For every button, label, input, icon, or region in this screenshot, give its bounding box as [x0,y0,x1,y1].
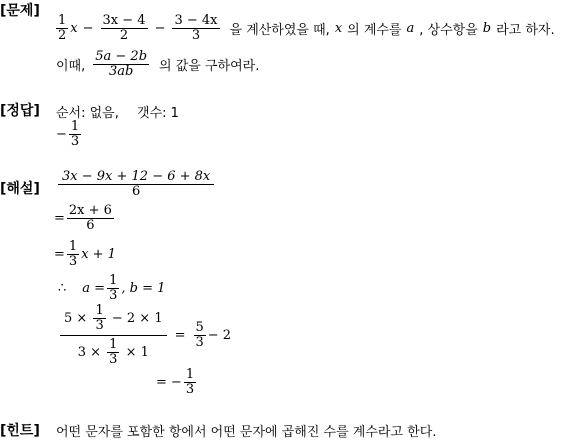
question-numerator: 5a − 2b [95,49,148,64]
problem-text: 의 계수를 [347,23,402,38]
minus-sign: − [154,21,166,36]
final-numerator: 1 [185,367,195,382]
problem-text: , 상수항을 [419,23,478,38]
denominator-part: 3 × [77,345,102,360]
final-fraction [184,368,196,397]
variable-a: a [406,21,415,36]
denominator-part: × 1 [125,345,149,360]
answer-order: 순서: 없음, [56,106,119,121]
step5-numerator [60,304,167,336]
term1-variable: x [70,21,78,36]
denominator-inner-fraction [107,338,119,367]
problem-question [56,50,259,79]
answer-value [56,120,83,149]
problem-text: 을 계산하였을 때, [229,23,330,38]
term2-numerator: 3x − 4 [102,13,146,28]
result-denominator: 3 [195,335,204,350]
step2-fraction [67,204,114,233]
term1-numerator: 1 [58,13,67,28]
a-numerator: 1 [109,273,118,288]
problem-expression [54,14,555,43]
step5-big-fraction [60,304,167,367]
a-fraction [107,274,119,303]
term3-numerator: 3 − 4x [174,13,218,28]
a-equals: a = [82,281,106,296]
hint-label: [힌트] [0,423,40,439]
step5-rest: − 2 [207,328,232,343]
term2-denominator: 2 [119,28,129,43]
step5-result-fraction [194,321,206,350]
therefore-symbol: ∴ [58,281,67,296]
final-sign: − [170,375,182,390]
step2-denominator: 6 [86,218,95,233]
solution-line-3 [54,240,116,269]
term3-denominator: 3 [191,28,201,43]
inner-numerator: 1 [95,303,104,318]
inner-denominator: 3 [109,352,118,367]
term3-fraction [172,14,219,43]
problem-text: 라고 하자. [496,23,555,38]
term1-fraction [56,14,68,43]
step3-fraction [67,240,79,269]
final-denominator: 3 [185,382,195,397]
step1-numerator: 3x − 9x + 12 − 6 + 8x [58,170,214,185]
answer-numerator: 1 [70,119,80,134]
question-fraction [93,50,149,79]
solution-line-1 [56,170,216,199]
answer-fraction [69,120,81,149]
variable-x: x [334,21,343,36]
inner-denominator: 3 [95,318,104,333]
numerator-inner-fraction [93,304,105,333]
answer-denominator: 3 [70,134,80,149]
solution-line-5 [58,304,231,367]
inner-numerator: 1 [109,337,118,352]
answer-sign: − [56,127,67,142]
answer-count: 갯수: 1 [137,106,179,121]
step3-denominator: 3 [68,254,78,269]
step3-rest: x + 1 [81,247,116,262]
step2-numerator: 2x + 6 [68,203,112,218]
numerator-part: − 2 × 1 [111,311,163,326]
equals-sign: = [54,247,65,262]
question-denominator: 3ab [108,64,134,79]
variable-b: b [482,21,492,36]
equals-sign: = [174,328,186,343]
step1-fraction [58,170,214,199]
equals-sign: = [54,211,65,226]
solution-label: [해설] [0,181,40,197]
problem-text: 이때, [56,59,86,74]
a-denominator: 3 [109,288,118,303]
solution-line-4 [58,274,165,303]
problem-label: [문제] [0,3,40,19]
equals-sign: = [156,375,167,390]
answer-label: [정답] [0,103,40,119]
term1-denominator: 2 [58,28,67,43]
minus-sign: − [82,21,94,36]
step1-denominator: 6 [131,184,141,199]
term2-fraction [101,14,148,43]
numerator-part: 5 × [64,311,88,326]
solution-line-6 [156,368,198,397]
problem-text: 의 값을 구하여라. [159,59,260,74]
solution-line-2 [54,204,116,233]
hint-text: 어떤 문자를 포함한 항에서 어떤 문자에 곱해진 수를 계수라고 한다. [56,425,437,440]
result-numerator: 5 [195,320,204,335]
step5-denominator [76,336,151,367]
step3-numerator: 1 [68,239,78,254]
b-equals: , b = 1 [121,281,166,296]
